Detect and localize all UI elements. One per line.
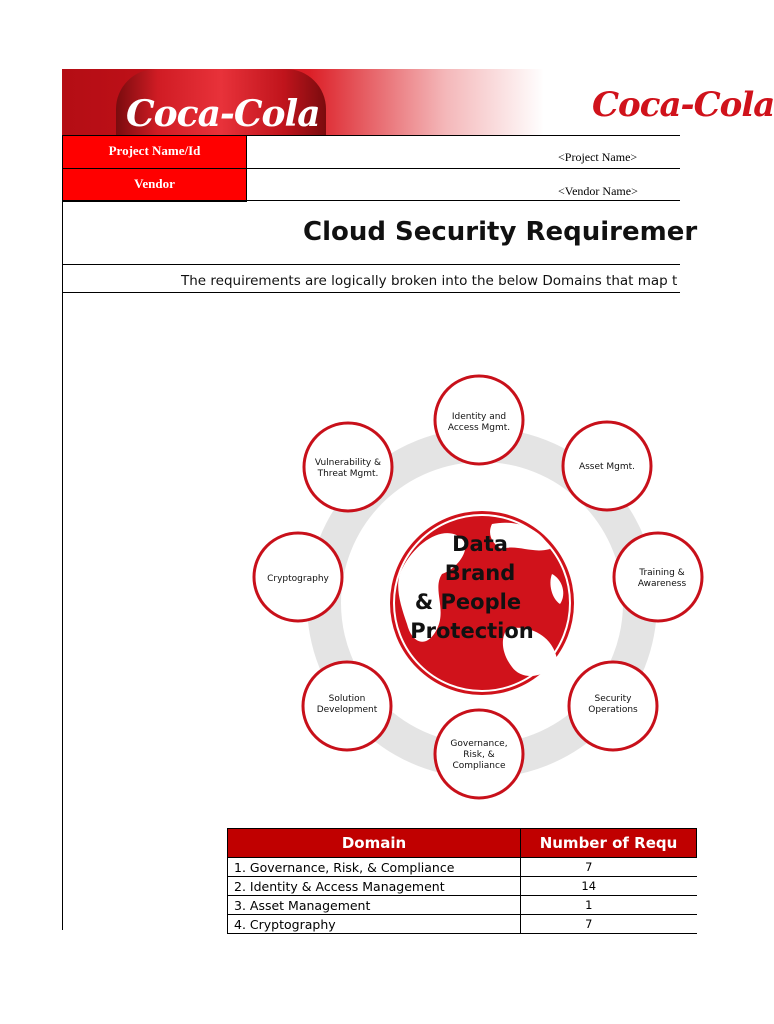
svg-text:Compliance: Compliance (452, 761, 506, 771)
svg-text:Access Mgmt.: Access Mgmt. (447, 423, 511, 433)
svg-text:Governance,: Governance, (450, 739, 508, 749)
count-cell: 14 (521, 877, 697, 896)
svg-text:Training &: Training & (639, 568, 685, 578)
center-label-line-4: Protection (410, 619, 534, 643)
coca-cola-logo-right: Coca-Cola (592, 85, 774, 125)
svg-text:Development: Development (316, 705, 378, 715)
count-cell: 7 (521, 858, 697, 877)
svg-text:Asset Mgmt.: Asset Mgmt. (578, 462, 636, 472)
intro-text: The requirements are logically broken into the below Domains that map t (181, 273, 678, 289)
domain-table (227, 828, 697, 934)
svg-text:Awareness: Awareness (637, 579, 687, 589)
svg-text:Security: Security (594, 694, 632, 704)
domain-cell: 2. Identity & Access Management (228, 877, 521, 896)
svg-text:Risk, &: Risk, & (463, 750, 495, 760)
vendor-label: Vendor (62, 168, 247, 202)
domain-column-header[interactable]: Domain (228, 829, 521, 858)
count-column-header[interactable]: Number of Requ (521, 829, 697, 858)
project-name-label: Project Name/Id (62, 135, 247, 169)
svg-text:Operations: Operations (588, 705, 638, 715)
domain-cell: 3. Asset Management (228, 896, 521, 915)
svg-text:Vulnerability &: Vulnerability & (314, 458, 382, 468)
coca-cola-logo-left: Coca-Cola (126, 93, 320, 135)
table-row[interactable] (228, 896, 697, 915)
table-row[interactable] (228, 915, 697, 934)
node-identity-access (435, 376, 523, 464)
count-cell: 1 (521, 896, 697, 915)
vendor-value: <Vendor Name> (558, 184, 638, 198)
domain-cell: 1. Governance, Risk, & Compliance (228, 858, 521, 877)
project-name-value: <Project Name> (558, 150, 638, 164)
center-label-line-1: Data (452, 532, 508, 556)
node-vulnerability-threat (304, 423, 392, 511)
table-row[interactable] (228, 858, 697, 877)
node-solution-development (303, 662, 391, 750)
node-security-operations (569, 662, 657, 750)
node-cryptography (254, 533, 342, 621)
node-governance-risk-compliance (435, 710, 523, 798)
node-asset-mgmt (563, 422, 651, 510)
center-label-line-3: & People (414, 590, 522, 614)
node-training-awareness (614, 533, 702, 621)
svg-text:Solution: Solution (328, 694, 366, 704)
svg-text:Identity and: Identity and (451, 412, 507, 422)
center-label-line-2: Brand (444, 561, 516, 585)
spreadsheet-page (62, 69, 774, 932)
svg-text:Cryptography: Cryptography (267, 574, 329, 584)
page-title: Cloud Security Requiremer (303, 217, 698, 247)
count-cell: 7 (521, 915, 697, 934)
svg-text:Threat Mgmt.: Threat Mgmt. (317, 469, 379, 479)
table-row[interactable] (228, 877, 697, 896)
domain-cell: 4. Cryptography (228, 915, 521, 934)
